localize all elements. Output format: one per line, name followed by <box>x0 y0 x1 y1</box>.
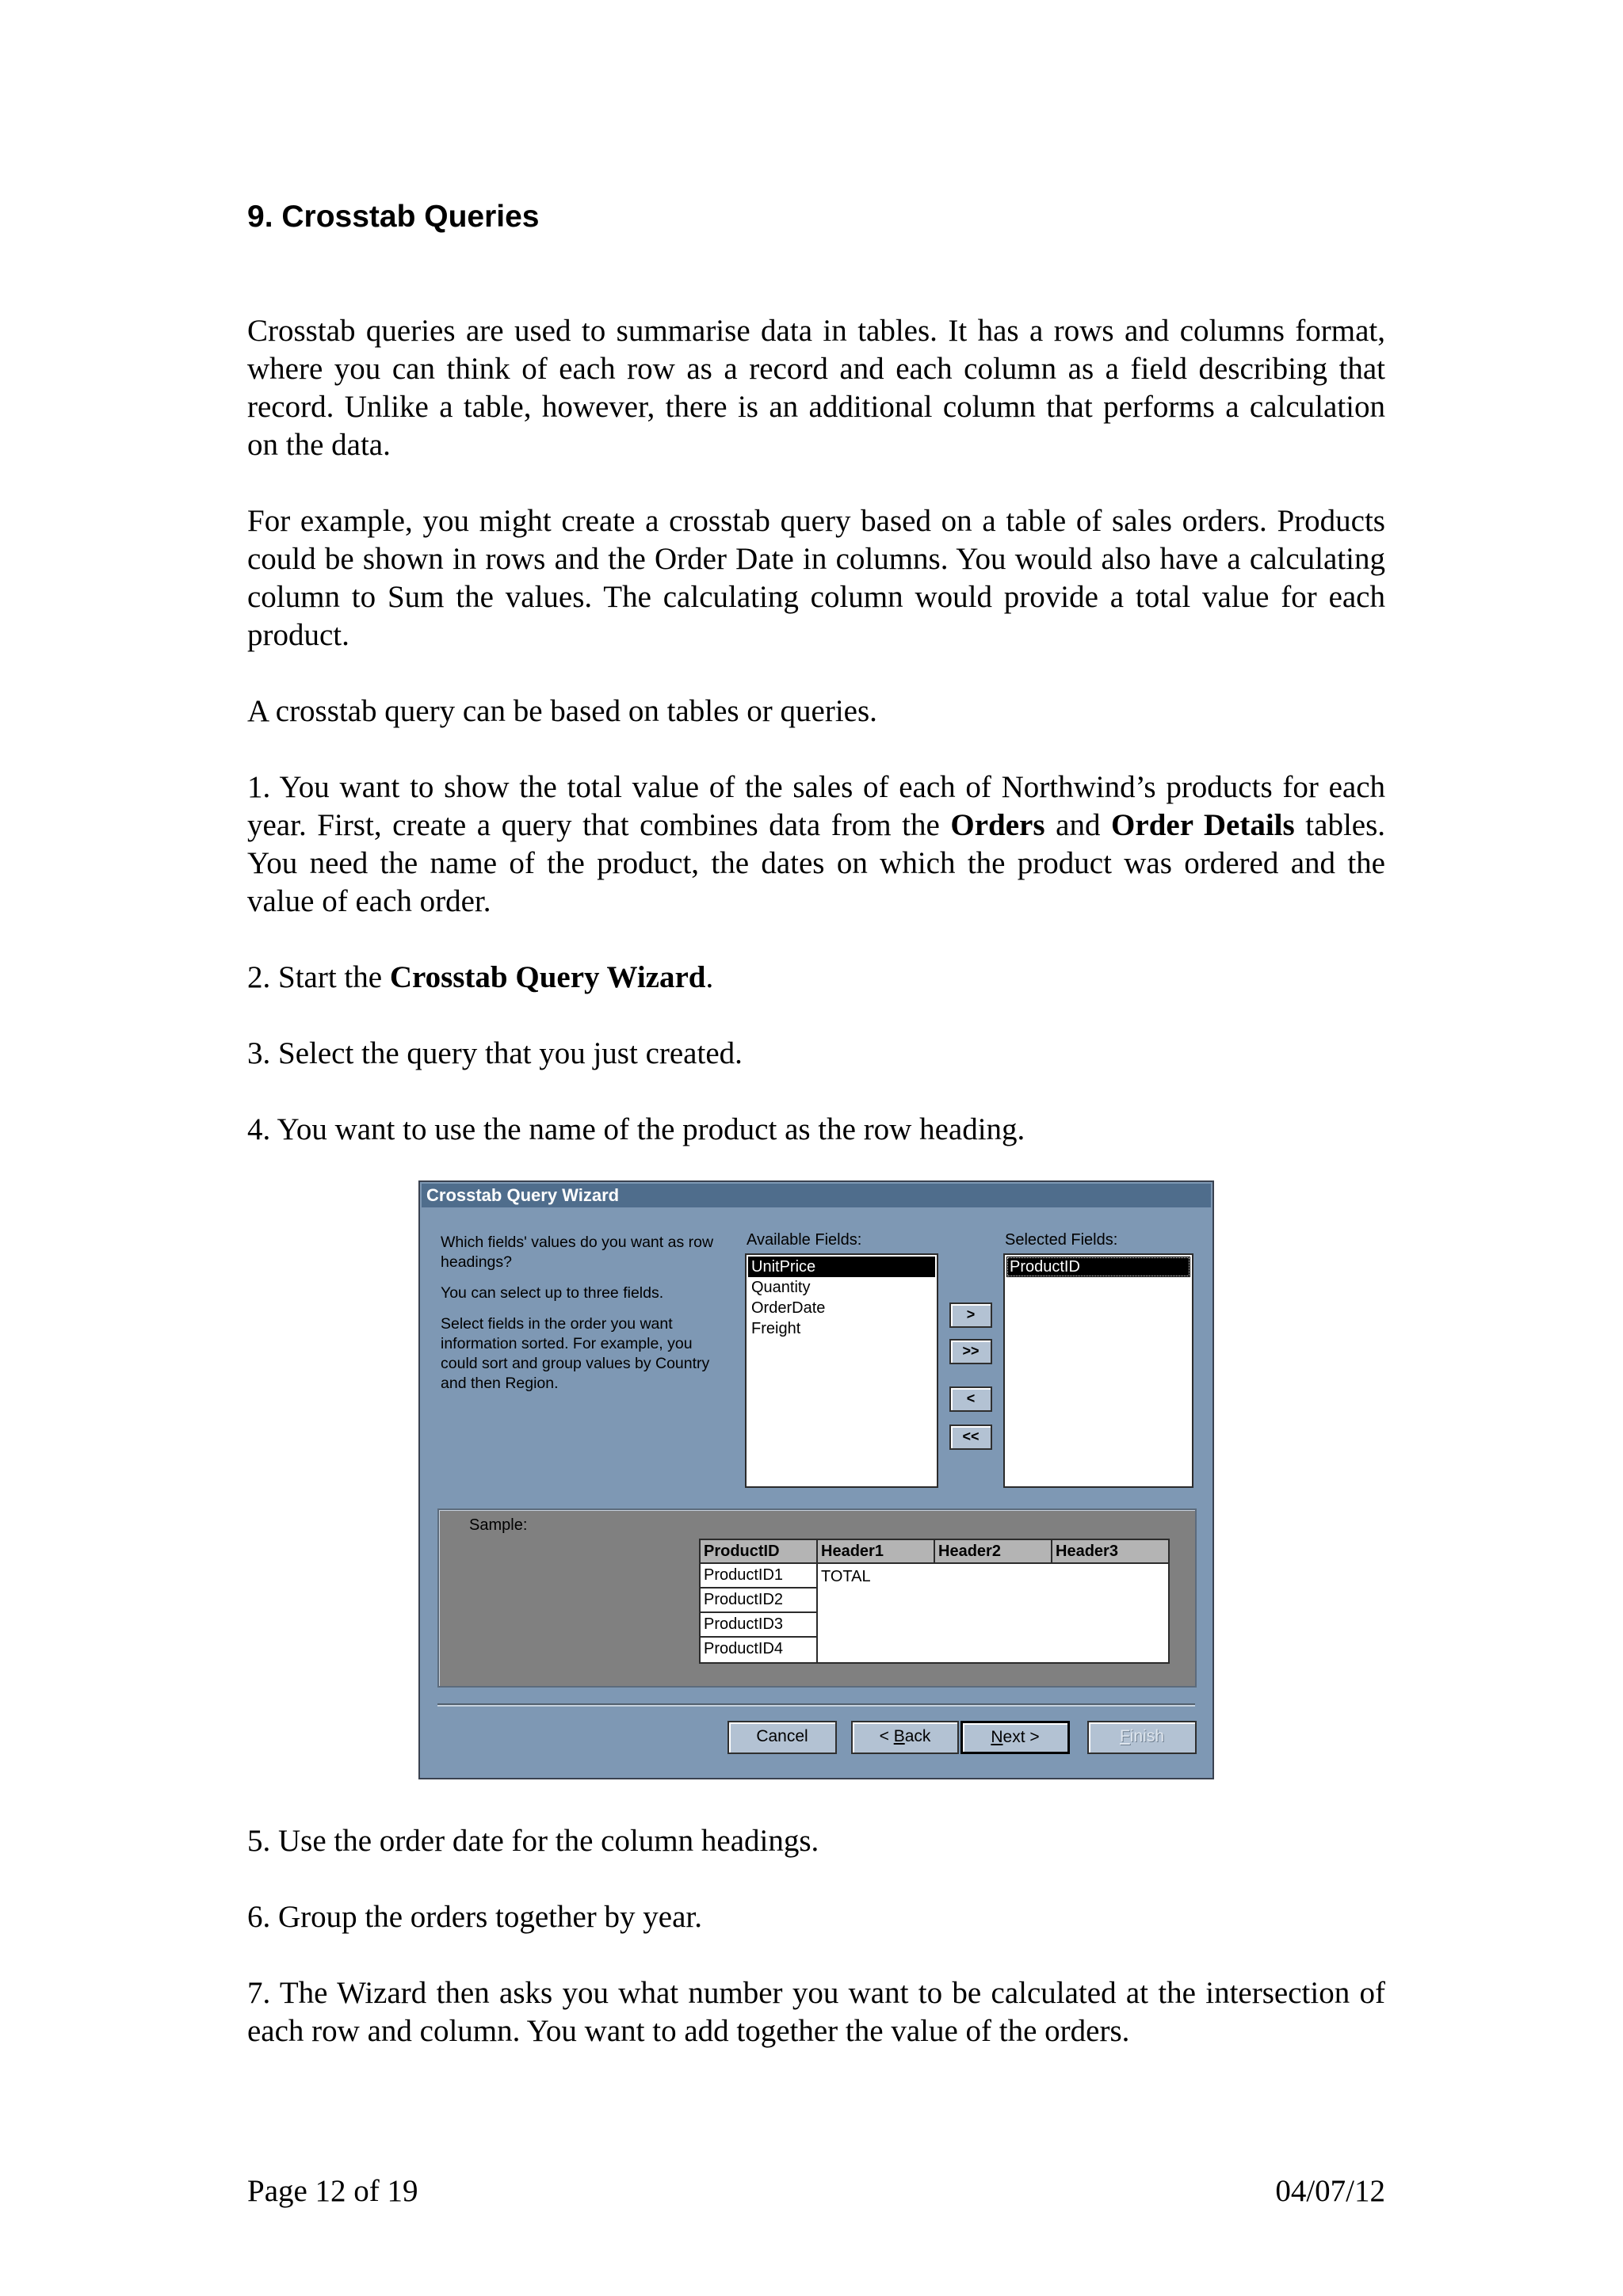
step-2-bold-wizard: Crosstab Query Wizard <box>389 960 706 994</box>
next-rest: ext > <box>1002 1728 1040 1746</box>
sample-row-heading: ProductID2 <box>701 1589 818 1613</box>
back-accelerator: B <box>893 1727 905 1745</box>
step-7: 7. The Wizard then asks you what number you want to be calculated at the intersection of each row and column. You want to add together the value of the orders. <box>247 1976 1385 2048</box>
step-1-text: 1. You want to show the total value of the sales of each of Northwind’s products for each year. First, create a query that combines data from the <box>247 770 1385 842</box>
paragraph-example: For example, you might create a crosstab query based on a table of sales orders. Products could be shown in rows and the Order Date in columns. You would also have a calculating column to Sum the values. The calculating column would provide a total value for each product. <box>247 504 1385 652</box>
sample-row-heading: ProductID4 <box>701 1638 818 1662</box>
available-field-item[interactable]: OrderDate <box>751 1299 826 1317</box>
step-6: 6. Group the orders together by year. <box>247 1900 702 1934</box>
sample-header: Header3 <box>1052 1540 1168 1564</box>
available-fields-label: Available Fields: <box>747 1231 862 1249</box>
instruction-limit: You can select up to three fields. <box>441 1284 664 1302</box>
finish-accelerator: F <box>1119 1727 1130 1745</box>
finish-rest: inish <box>1129 1727 1165 1745</box>
back-rest: ack <box>904 1727 931 1745</box>
selected-fields-list[interactable] <box>1003 1253 1193 1488</box>
cancel-button[interactable]: Cancel <box>727 1721 837 1754</box>
sample-header: ProductID <box>701 1540 818 1564</box>
add-all-fields-button[interactable]: >> <box>949 1339 992 1364</box>
available-field-item[interactable]: Freight <box>751 1320 801 1337</box>
add-one-field-button[interactable]: > <box>949 1302 992 1328</box>
available-fields-list[interactable] <box>745 1253 938 1488</box>
sample-header: Header2 <box>935 1540 1052 1564</box>
footer-date: 04/07/12 <box>1275 2174 1385 2208</box>
footer-page-number: Page 12 of 19 <box>247 2174 418 2208</box>
selected-fields-label: Selected Fields: <box>1005 1231 1118 1249</box>
crosstab-query-wizard-dialog <box>418 1180 1214 1779</box>
sample-total-cell: TOTAL <box>821 1568 871 1585</box>
selected-field-item[interactable]: ProductID <box>1006 1257 1190 1277</box>
step-1-bold-order-details: Order Details <box>1111 808 1295 842</box>
next-accelerator: N <box>991 1728 1003 1746</box>
step-1-text-and: and <box>1044 808 1112 842</box>
step-3: 3. Select the query that you just created. <box>247 1036 743 1070</box>
step-1-bold-orders: Orders <box>950 808 1045 842</box>
back-button[interactable] <box>851 1721 959 1754</box>
next-button[interactable] <box>960 1721 1070 1754</box>
step-2 <box>247 959 1385 997</box>
sample-row-heading: ProductID1 <box>701 1564 818 1589</box>
sample-label: Sample: <box>469 1516 528 1534</box>
step-2-period: . <box>705 960 714 994</box>
instruction-order: Select fields in the order you want information sorted. For example, you could sort and group values by Country and then Region. <box>441 1315 710 1392</box>
remove-one-field-button[interactable]: < <box>949 1386 992 1412</box>
wizard-instructions <box>441 1233 727 1405</box>
paragraph-basis: A crosstab query can be based on tables or queries. <box>247 694 877 728</box>
available-field-item[interactable]: Quantity <box>751 1279 811 1296</box>
step-1 <box>247 769 1385 921</box>
sample-preview-panel <box>437 1508 1197 1688</box>
finish-button[interactable] <box>1087 1721 1197 1754</box>
sample-grid <box>699 1539 1170 1664</box>
step-4: 4. You want to use the name of the product as the row heading. <box>247 1112 1025 1146</box>
paragraph-intro: Crosstab queries are used to summarise data in tables. It has a rows and columns format, where you can think of each row as a record and each column as a field describing that record. Unlike a table, however, there is an additional column that performs a calculation on the data. <box>247 314 1385 462</box>
dialog-title-bar: Crosstab Query Wizard <box>422 1184 1211 1207</box>
step-5: 5. Use the order date for the column headings. <box>247 1824 819 1858</box>
step-1-text-end: tables. You need the name of the product, the dates on which the product was ordered and the value of each order. <box>247 808 1386 918</box>
sample-row-heading: ProductID3 <box>701 1613 818 1638</box>
remove-all-fields-button[interactable]: << <box>949 1425 992 1450</box>
step-2-text: 2. Start the <box>247 960 390 994</box>
available-field-item[interactable]: UnitPrice <box>748 1257 935 1277</box>
section-heading: 9. Crosstab Queries <box>247 200 540 234</box>
instruction-question: Which fields' values do you want as row headings? <box>441 1234 714 1271</box>
dialog-separator <box>437 1703 1195 1707</box>
sample-header: Header1 <box>818 1540 935 1564</box>
back-prefix: < <box>879 1727 894 1745</box>
